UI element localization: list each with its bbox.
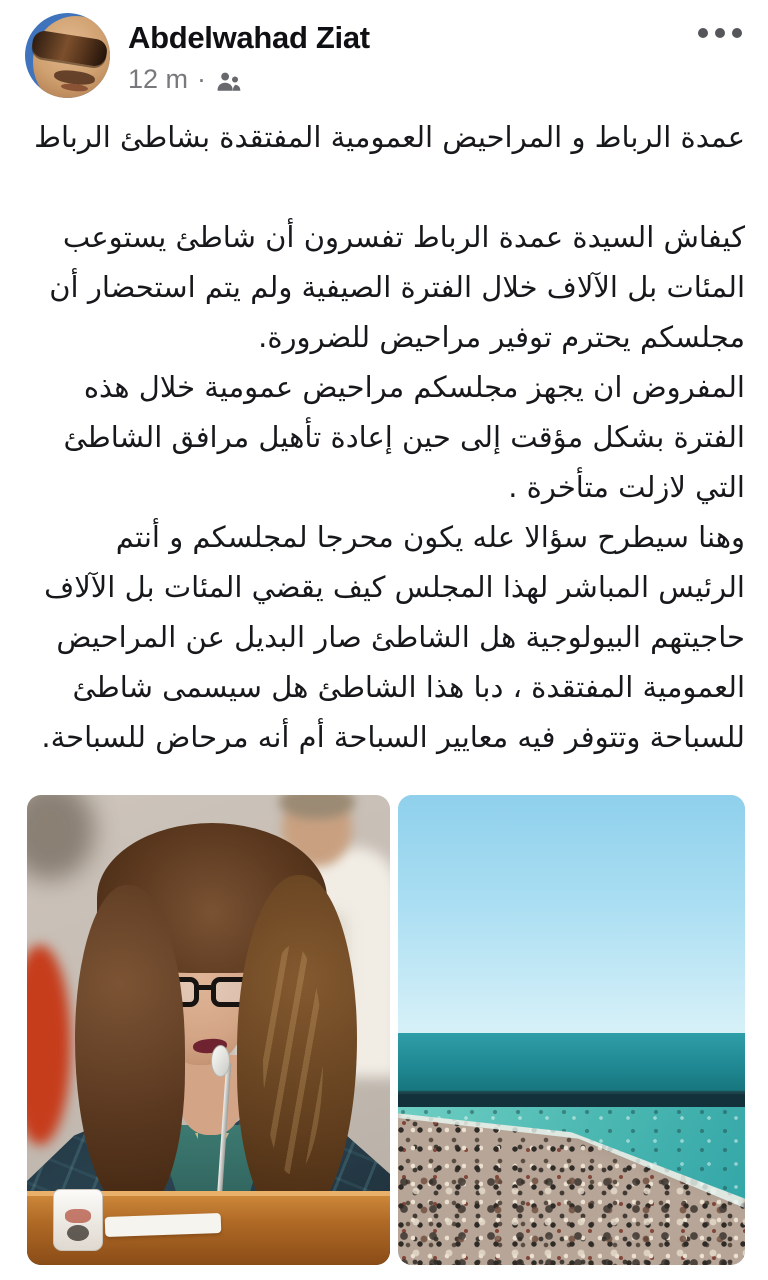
eyeglass-bridge — [199, 985, 211, 990]
hair-highlight — [263, 945, 323, 1175]
post-text-line: وهنا سيطرح سؤالا عله يكون محرجا لمجلسكم و أنتم — [115, 520, 745, 554]
post-text-line: الرئيس المباشر لهذا المجلس كيف يقضي المئات بل الآلاف — [44, 570, 745, 604]
microphone-head — [211, 1045, 230, 1077]
background-blur — [27, 795, 95, 880]
post-text-line: التي لازلت متأخرة . — [508, 470, 745, 504]
attachment-photo-crowded-beach[interactable] — [398, 795, 745, 1265]
photo-attachments — [27, 795, 745, 1265]
paper-on-desk — [105, 1213, 222, 1237]
glass-label — [65, 1209, 91, 1223]
post-text-line: مجلسكم يحترم توفير مراحيض للضرورة. — [258, 320, 745, 354]
post-text-line: المئات بل الآلاف خلال الفترة الصيفية ولم يتم استحضار أن — [49, 270, 745, 304]
glass-label — [67, 1225, 89, 1241]
sea — [398, 1033, 745, 1097]
attachment-photo-woman-meeting[interactable] — [27, 795, 390, 1265]
sky — [398, 795, 745, 1035]
post-menu-button[interactable] — [692, 22, 748, 44]
post-text-line: الفترة بشكل مؤقت إلى حين إعادة تأهيل مرافق الشاطئ — [63, 420, 745, 454]
ellipsis-icon — [715, 28, 725, 38]
friends-icon — [215, 65, 242, 95]
ellipsis-icon — [732, 28, 742, 38]
post-text-line: عمدة الرباط و المراحيض العمومية المفتقدة بشاطئ الرباط — [34, 120, 745, 154]
meta-separator: · — [197, 64, 207, 94]
post-text-line — [23, 162, 745, 212]
post-text-line: حاجيتهم البيولوجية هل الشاطئ صار البديل عن المراحيض — [56, 620, 745, 654]
post-text-line: كيفاش السيدة عمدة الرباط تفسرون أن شاطئ يستوعب — [62, 220, 745, 254]
post-text-line: المفروض ان يجهز مجلسكم مراحيض عمومية خلال هذه — [83, 370, 745, 404]
post-text-line: العمومية المفتقدة ، دبا هذا الشاطئ هل سيسمى شاطئ — [72, 670, 745, 704]
post-text — [23, 112, 745, 762]
timestamp[interactable]: 12 m — [128, 64, 189, 94]
author-name[interactable]: Abdelwahad Ziat — [128, 20, 370, 55]
ellipsis-icon — [698, 28, 708, 38]
red-chair — [27, 945, 71, 1145]
avatar[interactable] — [25, 13, 110, 98]
post-meta — [128, 64, 242, 95]
post-text-line: للسباحة وتتوفر فيه معايير السباحة أم أنه مرحاض للسباحة. — [41, 720, 745, 754]
